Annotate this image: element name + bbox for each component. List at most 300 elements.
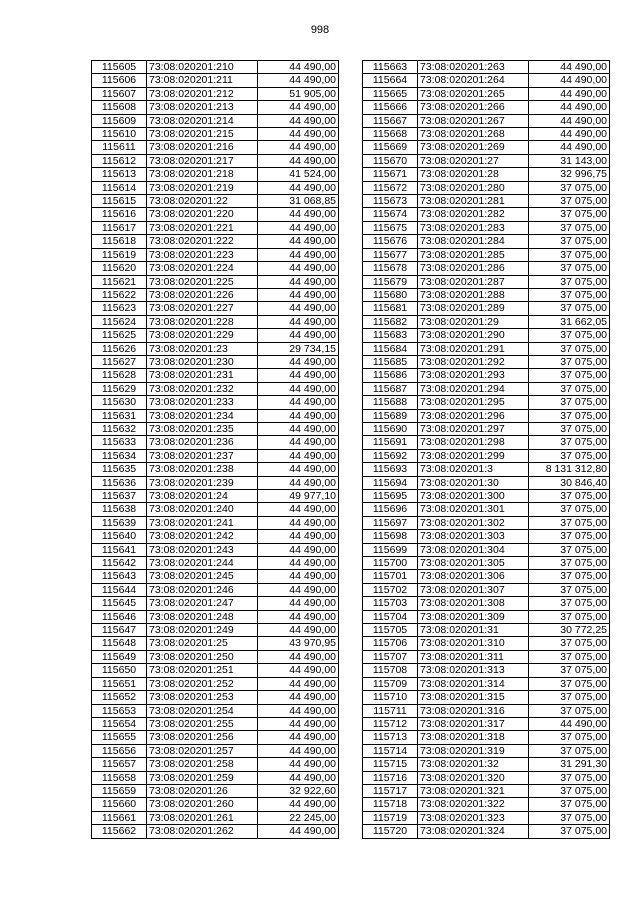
row-number-cell: 115635 xyxy=(92,463,147,476)
value-cell: 44 490,00 xyxy=(258,382,339,395)
value-cell: 44 490,00 xyxy=(258,771,339,784)
cadastral-number-cell: 73:08:020201:259 xyxy=(147,771,258,784)
value-cell: 44 490,00 xyxy=(258,262,339,275)
value-cell: 44 490,00 xyxy=(258,396,339,409)
table-row xyxy=(363,275,610,288)
cadastral-number-cell: 73:08:020201:238 xyxy=(147,463,258,476)
cadastral-number-cell: 73:08:020201:222 xyxy=(147,235,258,248)
cadastral-number-cell: 73:08:020201:225 xyxy=(147,275,258,288)
table-row xyxy=(92,61,339,74)
table-row xyxy=(363,463,610,476)
cadastral-number-cell: 73:08:020201:301 xyxy=(418,503,529,516)
table-row xyxy=(363,329,610,342)
value-cell: 44 490,00 xyxy=(529,128,610,141)
table-row xyxy=(92,422,339,435)
table-row xyxy=(363,798,610,811)
row-number-cell: 115698 xyxy=(363,530,418,543)
value-cell: 37 075,00 xyxy=(529,288,610,301)
row-number-cell: 115684 xyxy=(363,342,418,355)
cadastral-number-cell: 73:08:020201:247 xyxy=(147,597,258,610)
cadastral-number-cell: 73:08:020201:298 xyxy=(418,436,529,449)
table-row xyxy=(363,382,610,395)
row-number-cell: 115706 xyxy=(363,637,418,650)
table-row xyxy=(92,275,339,288)
table-row xyxy=(92,784,339,797)
value-cell: 44 490,00 xyxy=(258,744,339,757)
cadastral-number-cell: 73:08:020201:265 xyxy=(418,87,529,100)
row-number-cell: 115709 xyxy=(363,677,418,690)
row-number-cell: 115614 xyxy=(92,181,147,194)
table-row xyxy=(92,168,339,181)
row-number-cell: 115682 xyxy=(363,315,418,328)
row-number-cell: 115634 xyxy=(92,449,147,462)
table-row xyxy=(363,811,610,824)
value-cell: 37 075,00 xyxy=(529,677,610,690)
table-row xyxy=(92,543,339,556)
table-row xyxy=(363,302,610,315)
table-row xyxy=(92,771,339,784)
table-row xyxy=(363,516,610,529)
value-cell: 37 075,00 xyxy=(529,637,610,650)
value-cell: 44 490,00 xyxy=(258,597,339,610)
value-cell: 37 075,00 xyxy=(529,825,610,838)
value-cell: 44 490,00 xyxy=(258,235,339,248)
cadastral-number-cell: 73:08:020201:292 xyxy=(418,355,529,368)
row-number-cell: 115608 xyxy=(92,101,147,114)
row-number-cell: 115685 xyxy=(363,355,418,368)
cadastral-number-cell: 73:08:020201:315 xyxy=(418,691,529,704)
row-number-cell: 115653 xyxy=(92,704,147,717)
cadastral-number-cell: 73:08:020201:256 xyxy=(147,731,258,744)
row-number-cell: 115638 xyxy=(92,503,147,516)
row-number-cell: 115610 xyxy=(92,128,147,141)
cadastral-number-cell: 73:08:020201:24 xyxy=(147,490,258,503)
value-cell: 37 075,00 xyxy=(529,570,610,583)
cadastral-number-cell: 73:08:020201:243 xyxy=(147,543,258,556)
row-number-cell: 115666 xyxy=(363,101,418,114)
table-row xyxy=(92,436,339,449)
cadastral-number-cell: 73:08:020201:284 xyxy=(418,235,529,248)
cadastral-number-cell: 73:08:020201:250 xyxy=(147,650,258,663)
value-cell: 44 490,00 xyxy=(258,329,339,342)
value-cell: 30 772,25 xyxy=(529,624,610,637)
table-row xyxy=(363,449,610,462)
row-number-cell: 115691 xyxy=(363,436,418,449)
value-cell: 44 490,00 xyxy=(258,704,339,717)
row-number-cell: 115700 xyxy=(363,557,418,570)
cadastral-number-cell: 73:08:020201:212 xyxy=(147,87,258,100)
value-cell: 37 075,00 xyxy=(529,208,610,221)
value-cell: 37 075,00 xyxy=(529,610,610,623)
cadastral-number-cell: 73:08:020201:324 xyxy=(418,825,529,838)
cadastral-number-cell: 73:08:020201:31 xyxy=(418,624,529,637)
cadastral-number-cell: 73:08:020201:282 xyxy=(418,208,529,221)
value-cell: 37 075,00 xyxy=(529,409,610,422)
row-number-cell: 115693 xyxy=(363,463,418,476)
value-cell: 37 075,00 xyxy=(529,811,610,824)
row-number-cell: 115702 xyxy=(363,583,418,596)
value-cell: 37 075,00 xyxy=(529,771,610,784)
table-row xyxy=(92,610,339,623)
row-number-cell: 115660 xyxy=(92,798,147,811)
row-number-cell: 115717 xyxy=(363,784,418,797)
cadastral-number-cell: 73:08:020201:295 xyxy=(418,396,529,409)
value-cell: 37 075,00 xyxy=(529,382,610,395)
row-number-cell: 115619 xyxy=(92,248,147,261)
row-number-cell: 115705 xyxy=(363,624,418,637)
table-row xyxy=(363,784,610,797)
table-row xyxy=(363,74,610,87)
value-cell: 31 068,85 xyxy=(258,195,339,208)
value-cell: 44 490,00 xyxy=(258,288,339,301)
cadastral-number-cell: 73:08:020201:257 xyxy=(147,744,258,757)
value-cell: 37 075,00 xyxy=(529,181,610,194)
row-number-cell: 115613 xyxy=(92,168,147,181)
right-table xyxy=(362,60,610,839)
table-row xyxy=(92,409,339,422)
table-row xyxy=(92,154,339,167)
cadastral-number-cell: 73:08:020201:234 xyxy=(147,409,258,422)
cadastral-number-cell: 73:08:020201:287 xyxy=(418,275,529,288)
cadastral-number-cell: 73:08:020201:254 xyxy=(147,704,258,717)
row-number-cell: 115674 xyxy=(363,208,418,221)
table-row xyxy=(363,691,610,704)
cadastral-number-cell: 73:08:020201:215 xyxy=(147,128,258,141)
row-number-cell: 115681 xyxy=(363,302,418,315)
table-row xyxy=(92,798,339,811)
cadastral-number-cell: 73:08:020201:213 xyxy=(147,101,258,114)
value-cell: 37 075,00 xyxy=(529,516,610,529)
row-number-cell: 115658 xyxy=(92,771,147,784)
table-row xyxy=(92,650,339,663)
value-cell: 44 490,00 xyxy=(258,610,339,623)
table-row xyxy=(363,87,610,100)
row-number-cell: 115680 xyxy=(363,288,418,301)
row-number-cell: 115699 xyxy=(363,543,418,556)
cadastral-number-cell: 73:08:020201:23 xyxy=(147,342,258,355)
cadastral-number-cell: 73:08:020201:262 xyxy=(147,825,258,838)
value-cell: 37 075,00 xyxy=(529,691,610,704)
row-number-cell: 115641 xyxy=(92,543,147,556)
table-row xyxy=(92,396,339,409)
value-cell: 44 490,00 xyxy=(258,557,339,570)
row-number-cell: 115637 xyxy=(92,490,147,503)
cadastral-number-cell: 73:08:020201:258 xyxy=(147,758,258,771)
left-table xyxy=(91,60,339,839)
value-cell: 37 075,00 xyxy=(529,664,610,677)
table-row xyxy=(363,221,610,234)
value-cell: 44 490,00 xyxy=(258,248,339,261)
value-cell: 44 490,00 xyxy=(258,583,339,596)
row-number-cell: 115689 xyxy=(363,409,418,422)
table-row xyxy=(363,248,610,261)
value-cell: 44 490,00 xyxy=(258,717,339,730)
row-number-cell: 115669 xyxy=(363,141,418,154)
table-row xyxy=(92,731,339,744)
table-row xyxy=(363,195,610,208)
value-cell: 44 490,00 xyxy=(529,141,610,154)
row-number-cell: 115606 xyxy=(92,74,147,87)
value-cell: 37 075,00 xyxy=(529,369,610,382)
row-number-cell: 115664 xyxy=(363,74,418,87)
cadastral-number-cell: 73:08:020201:317 xyxy=(418,717,529,730)
row-number-cell: 115671 xyxy=(363,168,418,181)
row-number-cell: 115636 xyxy=(92,476,147,489)
row-number-cell: 115720 xyxy=(363,825,418,838)
cadastral-number-cell: 73:08:020201:286 xyxy=(418,262,529,275)
cadastral-number-cell: 73:08:020201:235 xyxy=(147,422,258,435)
table-row xyxy=(363,114,610,127)
table-row xyxy=(363,825,610,838)
table-row xyxy=(92,315,339,328)
cadastral-number-cell: 73:08:020201:241 xyxy=(147,516,258,529)
value-cell: 44 490,00 xyxy=(258,101,339,114)
value-cell: 44 490,00 xyxy=(529,61,610,74)
cadastral-number-cell: 73:08:020201:27 xyxy=(418,154,529,167)
cadastral-number-cell: 73:08:020201:314 xyxy=(418,677,529,690)
value-cell: 44 490,00 xyxy=(529,114,610,127)
cadastral-number-cell: 73:08:020201:267 xyxy=(418,114,529,127)
cadastral-number-cell: 73:08:020201:224 xyxy=(147,262,258,275)
row-number-cell: 115714 xyxy=(363,744,418,757)
row-number-cell: 115686 xyxy=(363,369,418,382)
value-cell: 44 490,00 xyxy=(258,422,339,435)
row-number-cell: 115695 xyxy=(363,490,418,503)
row-number-cell: 115690 xyxy=(363,422,418,435)
table-row xyxy=(92,717,339,730)
cadastral-number-cell: 73:08:020201:309 xyxy=(418,610,529,623)
table-row xyxy=(363,503,610,516)
cadastral-number-cell: 73:08:020201:313 xyxy=(418,664,529,677)
row-number-cell: 115663 xyxy=(363,61,418,74)
row-number-cell: 115621 xyxy=(92,275,147,288)
cadastral-number-cell: 73:08:020201:249 xyxy=(147,624,258,637)
value-cell: 37 075,00 xyxy=(529,248,610,261)
cadastral-number-cell: 73:08:020201:240 xyxy=(147,503,258,516)
table-row xyxy=(92,342,339,355)
cadastral-number-cell: 73:08:020201:217 xyxy=(147,154,258,167)
table-row xyxy=(92,128,339,141)
table-row xyxy=(363,583,610,596)
row-number-cell: 115675 xyxy=(363,221,418,234)
cadastral-number-cell: 73:08:020201:220 xyxy=(147,208,258,221)
row-number-cell: 115687 xyxy=(363,382,418,395)
table-row xyxy=(363,369,610,382)
table-row xyxy=(92,691,339,704)
table-row xyxy=(92,101,339,114)
row-number-cell: 115652 xyxy=(92,691,147,704)
value-cell: 44 490,00 xyxy=(258,664,339,677)
table-row xyxy=(92,449,339,462)
table-row xyxy=(92,637,339,650)
row-number-cell: 115622 xyxy=(92,288,147,301)
row-number-cell: 115692 xyxy=(363,449,418,462)
table-row xyxy=(92,503,339,516)
cadastral-number-cell: 73:08:020201:25 xyxy=(147,637,258,650)
value-cell: 44 490,00 xyxy=(258,315,339,328)
row-number-cell: 115656 xyxy=(92,744,147,757)
value-cell: 44 490,00 xyxy=(258,355,339,368)
value-cell: 8 131 312,80 xyxy=(529,463,610,476)
row-number-cell: 115632 xyxy=(92,422,147,435)
cadastral-number-cell: 73:08:020201:252 xyxy=(147,677,258,690)
cadastral-number-cell: 73:08:020201:281 xyxy=(418,195,529,208)
cadastral-number-cell: 73:08:020201:306 xyxy=(418,570,529,583)
cadastral-number-cell: 73:08:020201:244 xyxy=(147,557,258,570)
cadastral-number-cell: 73:08:020201:219 xyxy=(147,181,258,194)
table-row xyxy=(92,664,339,677)
cadastral-number-cell: 73:08:020201:299 xyxy=(418,449,529,462)
cadastral-number-cell: 73:08:020201:253 xyxy=(147,691,258,704)
cadastral-number-cell: 73:08:020201:237 xyxy=(147,449,258,462)
table-row xyxy=(363,624,610,637)
value-cell: 44 490,00 xyxy=(258,516,339,529)
row-number-cell: 115678 xyxy=(363,262,418,275)
cadastral-number-cell: 73:08:020201:311 xyxy=(418,650,529,663)
cadastral-number-cell: 73:08:020201:320 xyxy=(418,771,529,784)
cadastral-number-cell: 73:08:020201:283 xyxy=(418,221,529,234)
row-number-cell: 115697 xyxy=(363,516,418,529)
row-number-cell: 115620 xyxy=(92,262,147,275)
row-number-cell: 115701 xyxy=(363,570,418,583)
row-number-cell: 115612 xyxy=(92,154,147,167)
table-row xyxy=(92,557,339,570)
row-number-cell: 115611 xyxy=(92,141,147,154)
row-number-cell: 115676 xyxy=(363,235,418,248)
value-cell: 37 075,00 xyxy=(529,355,610,368)
value-cell: 43 970,95 xyxy=(258,637,339,650)
table-row xyxy=(363,208,610,221)
value-cell: 32 922,60 xyxy=(258,784,339,797)
cadastral-number-cell: 73:08:020201:300 xyxy=(418,490,529,503)
row-number-cell: 115625 xyxy=(92,329,147,342)
row-number-cell: 115719 xyxy=(363,811,418,824)
cadastral-number-cell: 73:08:020201:319 xyxy=(418,744,529,757)
value-cell: 31 291,30 xyxy=(529,758,610,771)
value-cell: 44 490,00 xyxy=(258,436,339,449)
table-row xyxy=(92,248,339,261)
table-row xyxy=(363,557,610,570)
table-row xyxy=(92,570,339,583)
table-row xyxy=(363,731,610,744)
cadastral-number-cell: 73:08:020201:22 xyxy=(147,195,258,208)
value-cell: 37 075,00 xyxy=(529,798,610,811)
table-row xyxy=(363,704,610,717)
table-row xyxy=(363,677,610,690)
cadastral-number-cell: 73:08:020201:318 xyxy=(418,731,529,744)
row-number-cell: 115688 xyxy=(363,396,418,409)
value-cell: 37 075,00 xyxy=(529,342,610,355)
cadastral-number-cell: 73:08:020201:251 xyxy=(147,664,258,677)
table-row xyxy=(363,543,610,556)
table-row xyxy=(92,758,339,771)
value-cell: 44 490,00 xyxy=(258,208,339,221)
table-row xyxy=(363,436,610,449)
value-cell: 44 490,00 xyxy=(258,825,339,838)
cadastral-number-cell: 73:08:020201:296 xyxy=(418,409,529,422)
value-cell: 31 143,00 xyxy=(529,154,610,167)
value-cell: 37 075,00 xyxy=(529,530,610,543)
cadastral-number-cell: 73:08:020201:231 xyxy=(147,369,258,382)
row-number-cell: 115618 xyxy=(92,235,147,248)
value-cell: 44 490,00 xyxy=(258,61,339,74)
value-cell: 44 490,00 xyxy=(258,74,339,87)
row-number-cell: 115651 xyxy=(92,677,147,690)
row-number-cell: 115683 xyxy=(363,329,418,342)
cadastral-number-cell: 73:08:020201:323 xyxy=(418,811,529,824)
value-cell: 51 905,00 xyxy=(258,87,339,100)
row-number-cell: 115716 xyxy=(363,771,418,784)
cadastral-number-cell: 73:08:020201:227 xyxy=(147,302,258,315)
table-row xyxy=(363,262,610,275)
value-cell: 37 075,00 xyxy=(529,436,610,449)
row-number-cell: 115626 xyxy=(92,342,147,355)
cadastral-number-cell: 73:08:020201:294 xyxy=(418,382,529,395)
row-number-cell: 115646 xyxy=(92,610,147,623)
row-number-cell: 115617 xyxy=(92,221,147,234)
row-number-cell: 115644 xyxy=(92,583,147,596)
row-number-cell: 115629 xyxy=(92,382,147,395)
row-number-cell: 115633 xyxy=(92,436,147,449)
table-row xyxy=(92,463,339,476)
row-number-cell: 115616 xyxy=(92,208,147,221)
cadastral-number-cell: 73:08:020201:285 xyxy=(418,248,529,261)
value-cell: 37 075,00 xyxy=(529,449,610,462)
table-row xyxy=(92,329,339,342)
row-number-cell: 115704 xyxy=(363,610,418,623)
cadastral-number-cell: 73:08:020201:32 xyxy=(418,758,529,771)
cadastral-number-cell: 73:08:020201:3 xyxy=(418,463,529,476)
table-row xyxy=(363,355,610,368)
row-number-cell: 115712 xyxy=(363,717,418,730)
cadastral-number-cell: 73:08:020201:230 xyxy=(147,355,258,368)
table-row xyxy=(92,235,339,248)
cadastral-number-cell: 73:08:020201:305 xyxy=(418,557,529,570)
value-cell: 37 075,00 xyxy=(529,744,610,757)
cadastral-number-cell: 73:08:020201:260 xyxy=(147,798,258,811)
value-cell: 37 075,00 xyxy=(529,583,610,596)
value-cell: 30 846,40 xyxy=(529,476,610,489)
table-row xyxy=(92,355,339,368)
row-number-cell: 115673 xyxy=(363,195,418,208)
table-row xyxy=(92,369,339,382)
table-row xyxy=(363,141,610,154)
table-row xyxy=(363,758,610,771)
cadastral-number-cell: 73:08:020201:248 xyxy=(147,610,258,623)
value-cell: 31 662,05 xyxy=(529,315,610,328)
value-cell: 44 490,00 xyxy=(258,449,339,462)
table-row xyxy=(363,422,610,435)
row-number-cell: 115654 xyxy=(92,717,147,730)
cadastral-number-cell: 73:08:020201:28 xyxy=(418,168,529,181)
value-cell: 37 075,00 xyxy=(529,221,610,234)
cadastral-number-cell: 73:08:020201:310 xyxy=(418,637,529,650)
table-row xyxy=(363,315,610,328)
table-row xyxy=(363,771,610,784)
row-number-cell: 115623 xyxy=(92,302,147,315)
table-row xyxy=(92,704,339,717)
row-number-cell: 115650 xyxy=(92,664,147,677)
row-number-cell: 115657 xyxy=(92,758,147,771)
value-cell: 37 075,00 xyxy=(529,597,610,610)
cadastral-number-cell: 73:08:020201:321 xyxy=(418,784,529,797)
cadastral-number-cell: 73:08:020201:269 xyxy=(418,141,529,154)
cadastral-number-cell: 73:08:020201:214 xyxy=(147,114,258,127)
value-cell: 37 075,00 xyxy=(529,422,610,435)
value-cell: 44 490,00 xyxy=(258,221,339,234)
value-cell: 37 075,00 xyxy=(529,262,610,275)
cadastral-number-cell: 73:08:020201:307 xyxy=(418,583,529,596)
